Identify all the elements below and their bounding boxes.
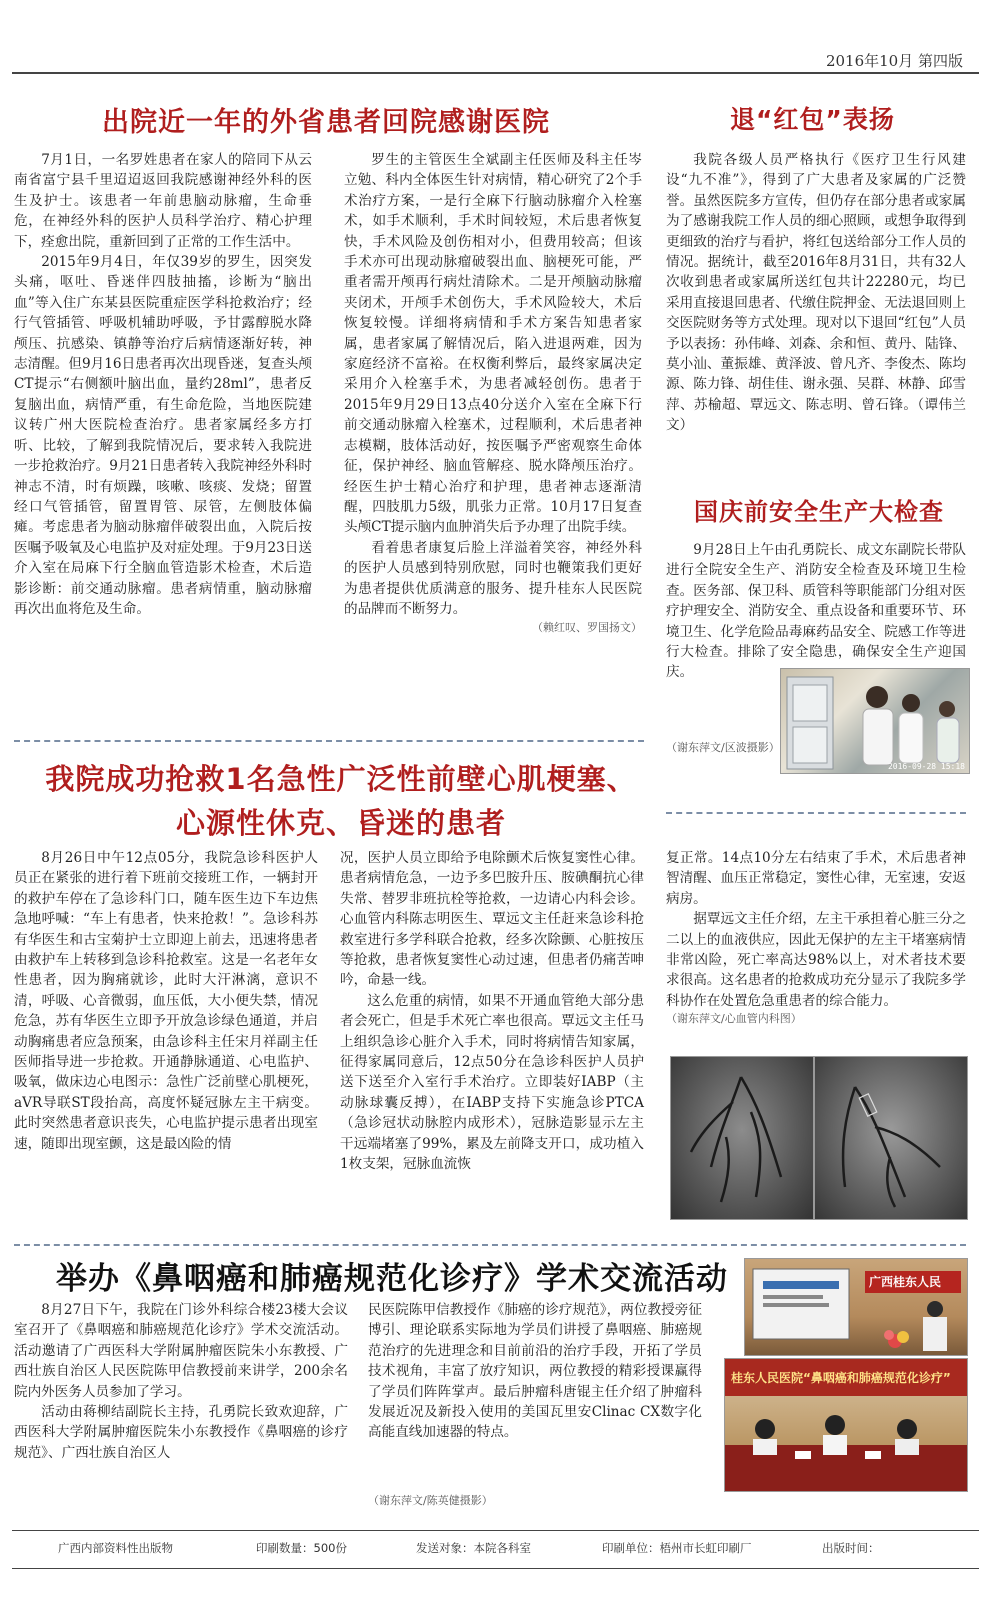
- lecture-photo-top: [744, 1258, 968, 1356]
- footer-rule-bottom: [12, 1568, 979, 1569]
- article3-credit: （谢东萍文/区波摄影）: [666, 741, 780, 754]
- article5-col1: [14, 1300, 348, 1490]
- coronary-stent-icon: [815, 1057, 967, 1219]
- article4-col3-p2: 据覃远文主任介绍，左主干承担着心脏三分之二以上的血液供应，因此无保护的左主干堵塞病情非常凶险，死亡率高达98%以上，对术者技术要求很高。这名患者的抢救成功充分显示了我院多学科协作在处置危急重患者的综合能力。: [666, 911, 966, 1009]
- footer-printer: 印刷单位：梧州市长虹印刷厂: [602, 1541, 752, 1555]
- article4-col3-p1: 复正常。14点10分左右结束了手术，术后患者神智清醒、血压正常稳定，窦性心律，无室速，安返病房。: [666, 850, 966, 907]
- article4-title: [36, 757, 646, 845]
- separator-dashed-3: [14, 1244, 966, 1246]
- footer-row: [12, 1540, 979, 1558]
- article3-title: 国庆前安全生产大检查: [694, 498, 944, 526]
- article5-credit: （谢东萍文/陈英健摄影）: [368, 1494, 493, 1507]
- footer-publication-type: 广西内部资料性出版物: [58, 1541, 173, 1555]
- article4-credit: （谢东萍文/心血管内科图）: [666, 1012, 802, 1026]
- article5-col2-p1: 民医院陈甲信教授作《肺癌的诊疗规范》，两位教授旁征博引、理论联系实际地为学员们讲授了鼻咽癌、肺癌规范治疗的先进理念和目前前沿的治疗手段，开拓了学员技术视角，丰富了放疗知识，两位教授的精彩授课赢得了学员们阵阵掌声。最后肿瘤科唐锟主任介绍了肿瘤科发展近况及新投入使用的美国瓦里安Clinac CX数字化高能直线加速器的特点。: [368, 1302, 702, 1441]
- article4-col3: [666, 848, 966, 1027]
- article2-body: [666, 150, 966, 436]
- article3-text: 9月28日上午由孔勇院长、成文东副院长带队进行全院安全生产、消防安全检查及环境卫生检查。医务部、保卫科、质管科等职能部门分组对医疗护理安全、消防安全、重点设备和重要环节、环境卫生、化学危险品毒麻药品安全、院感工作等进行大检查。排除了安全隐患，确保安全生产迎国庆。: [666, 542, 966, 681]
- article4-col1: [14, 848, 318, 1226]
- banner-top-text: 广西桂东人民: [869, 1275, 942, 1289]
- article1-col2-p1: 罗生的主管医生全斌副主任医师及科主任岑立勉、科内全体医生针对病情，精心研究了2个手术治疗方案，一是行全麻下行脑动脉瘤介入栓塞术，如手术顺利，手术时间较短，术后患者恢复快，手术风险及创伤相对小，但费用较高；但该手术亦可出现动脉瘤破裂出血、脑梗死可能，严重者需开颅再行病灶清除术。二是开颅脑动脉瘤夹闭术，开颅手术创伤大，手术风险较大，术后恢复较慢。详细将病情和手术方案告知患者家属，患者家属了解情况后，陷入进退两难，因为家庭经济不富裕。在权衡利弊后，最终家属决定采用介入栓塞手术，为患者减轻创伤。患者于2015年9月29日13点40分送介入室在全麻下行前交通动脉瘤入栓塞术，过程顺利，术后患者神志模糊，肢体活动好，按医嘱予严密观察生命体征，保护神经、脑血管解痉、脱水降颅压治疗。经医生护士精心治疗和护理，患者神志逐渐清醒，四肢肌力5级，肌张力正常。10月17日复查头颅CT提示脑内血肿消失后予办理了出院手续。: [344, 152, 642, 536]
- footer-print-quantity: 印刷数量：500份: [256, 1541, 347, 1555]
- header-rule: [12, 72, 979, 74]
- lecture-photo-bottom: [724, 1358, 968, 1492]
- coronary-vessel-icon: [671, 1057, 813, 1219]
- article3-body-top: [666, 540, 966, 681]
- angiogram-image-right: [814, 1056, 968, 1220]
- footer-publish-time: 出版时间：: [822, 1541, 880, 1555]
- header-date-edition: 2016年10月 第四版: [825, 52, 963, 70]
- article2-text: 我院各级人员严格执行《医疗卫生行风建设“九不准”》，得到了广大患者及家属的广泛赞誉。虽然医院多方宣传，但仍存在部分患者或家属为了感谢我院工作人员的细心照顾，或想争取得到更细致的治疗与看护，将红包送给部分工作人员的情况。据统计，截至2016年8月31日，共有32人次收到患者或家属所送红包共计22280元，均已采用直接退回患者、代缴住院押金、无法退回则上交医院财务等方式处理。现对以下退回“红包”人员予以表扬：孙伟峰、刘森、余和恒、黄丹、陆锋、莫小汕、董振雄、黄泽波、曾凡齐、李俊杰、陈均源、陈力锋、胡佳佳、谢永强、吴群、林静、邱雪萍、苏榆超、覃远文、陈志明、曾石锋。（谭伟兰文）: [666, 152, 966, 434]
- article5-col1-p1: 8月27日下午，我院在门诊外科综合楼23楼大会议室召开了《鼻咽癌和肺癌规范化诊疗》学术交流活动。活动邀请了广西医科大学附属肿瘤医院朱小东教授、广西壮族自治区人民医院陈甲信教授前来讲学，200余名院内外医务人员参加了学习。: [14, 1302, 348, 1400]
- article1-title: 出院近一年的外省患者回院感谢医院: [102, 107, 550, 138]
- article4-col2-p1: 况，医护人员立即给予电除颤术后恢复窦性心律。患者病情危急，一边予多巴胺升压、胺碘酮抗心律失常、替罗非班抗栓等抢救，一边请心内科会诊。心血管内科陈志明医生、覃远文主任赶来急诊科抢救室进行多学科联合抢救，经多次除颤、心脏按压等抢救，患者恢复窦性心动过速，但患者仍痛苦呻吟，命悬一线。: [340, 850, 644, 989]
- safety-inspection-photo: [780, 668, 970, 774]
- separator-dashed-2: [666, 812, 966, 814]
- angiogram-image-left: [670, 1056, 814, 1220]
- banner-bottom-text: 桂东人民医院“鼻咽癌和肺癌规范化诊疗”: [731, 1371, 951, 1385]
- photo-timestamp: 2016-09-28 15:18: [887, 762, 965, 771]
- article4-col2: [340, 848, 644, 1226]
- footer-recipients: 发送对象：本院各科室: [416, 1541, 531, 1555]
- article4-col1-p1: 8月26日中午12点05分，我院急诊科医护人员正在紧张的进行着下班前交接班工作，一辆封开的救护车停在了急诊科门口，随车医生边下车边焦急地呼喊：“车上有患者，快来抢救！”。急诊科苏有华医生和古宝菊护士立即迎上前去，迅速将患者由救护车上转移到急诊科抢救室。这是一名老年女性患者，因为胸痛就诊，此时大汗淋漓，意识不清，呼吸、心音微弱，血压低，大小便失禁，情况危急，苏有华医生立即予开放急诊绿色通道，并启动胸痛患者应急预案，由急诊科主任宋月祥副主任医师指导进一步抢救。开通静脉通道、心电监护、吸氧，做床边心电图示：急性广泛前壁心肌梗死，aVR导联ST段抬高，高度怀疑冠脉左主干病变。此时突然患者意识丧失，心电监护提示患者出现室速，随即出现室颤，这是最凶险的情: [14, 850, 318, 1152]
- article1-col2-p2: 看着患者康复后脸上洋溢着笑容，神经外科的医护人员感到特别欣慰，同时也鞭策我们更好为患者提供优质满意的服务、提升桂东人民医院的品牌而不断努力。: [344, 539, 642, 617]
- article1-col1: [14, 150, 312, 619]
- inspection-scene-icon: [781, 669, 969, 773]
- article2-title: 退“红包”表扬: [730, 105, 895, 134]
- page-header: [0, 0, 991, 74]
- article1-col1-p2: 2015年9月4日，年仅39岁的罗生，因突发头痛，呕吐、昏迷伴四肢抽搐，诊断为“脑出血”等入住广东某县医院重症医学科抢救治疗；经行气管插管、呼吸机辅助呼吸，予甘露醇脱水降颅压、抗感染、镇静等治疗后病情逐渐好转，神志清醒。但9月16日患者再次出现昏迷，复查头颅CT提示“右侧额叶脑出血，量约28ml”，患者反复脑出血，病情严重，有生命危险，当地医院建议转广州大医院检查治疗。患者家属经多方打听、比较，了解到我院情况后，要求转入我院进一步抢救治疗。9月21日患者转入我院神经外科时神志不清，时有烦躁，咳嗽、咳痰、发烧；留置经口气管插管，留置胃管、尿管，左侧肢体偏瘫。考虑患者为脑动脉瘤伴破裂出血，入院后按医嘱予吸氧及心电监护及对症处理。于9月23日送介入室在局麻下行全脑血管造影术检查，术后造影诊断：前交通动脉瘤。患者病情重，脑动脉瘤再次出血将危及生命。: [14, 254, 312, 617]
- article4-title-line1: 我院成功抢救1名急性广泛性前壁心肌梗塞、: [45, 762, 637, 796]
- article5-col1-p2: 活动由蒋柳结副院长主持，孔勇院长致欢迎辞，广西医科大学附属肿瘤医院朱小东教授作《鼻咽癌的诊疗规范》、广西壮族自治区人: [14, 1404, 348, 1461]
- article1-col2: [344, 150, 642, 637]
- article1-col1-p1: 7月1日，一名罗姓患者在家人的陪同下从云南省富宁县千里迢迢返回我院感谢神经外科的医生及护士。该患者一年前患脑动脉瘤，生命垂危，在神经外科的医护人员科学治疗、精心护理下，痊愈出院，重新回到了正常的工作生活中。: [14, 152, 312, 250]
- page-footer: [12, 1530, 979, 1580]
- separator-dashed-1: [14, 740, 644, 742]
- article5-col2: [368, 1300, 702, 1490]
- article1-signature: （赖红叹、罗国扬文）: [532, 621, 642, 635]
- footer-rule-top: [12, 1530, 979, 1531]
- article5-title: 举办《鼻咽癌和肺癌规范化诊疗》学术交流活动: [56, 1261, 728, 1297]
- article4-title-line2: 心源性休克、昏迷的患者: [175, 806, 506, 840]
- article4-col2-p2: 这么危重的病情，如果不开通血管绝大部分患者会死亡，但是手术死亡率也很高。覃远文主任马上组织急诊心脏介入手术，同时将病情告知家属，征得家属同意后，12点50分在急诊科医护人员护送下送至介入室行手术治疗。立即装好IABP（主动脉球囊反搏），在IABP支持下实施急诊PTCA（急诊冠状动脉腔内成形术），冠脉造影显示左主干远端堵塞了99%，累及左前降支开口，成功植入1枚支架，冠脉血流恢: [340, 992, 644, 1173]
